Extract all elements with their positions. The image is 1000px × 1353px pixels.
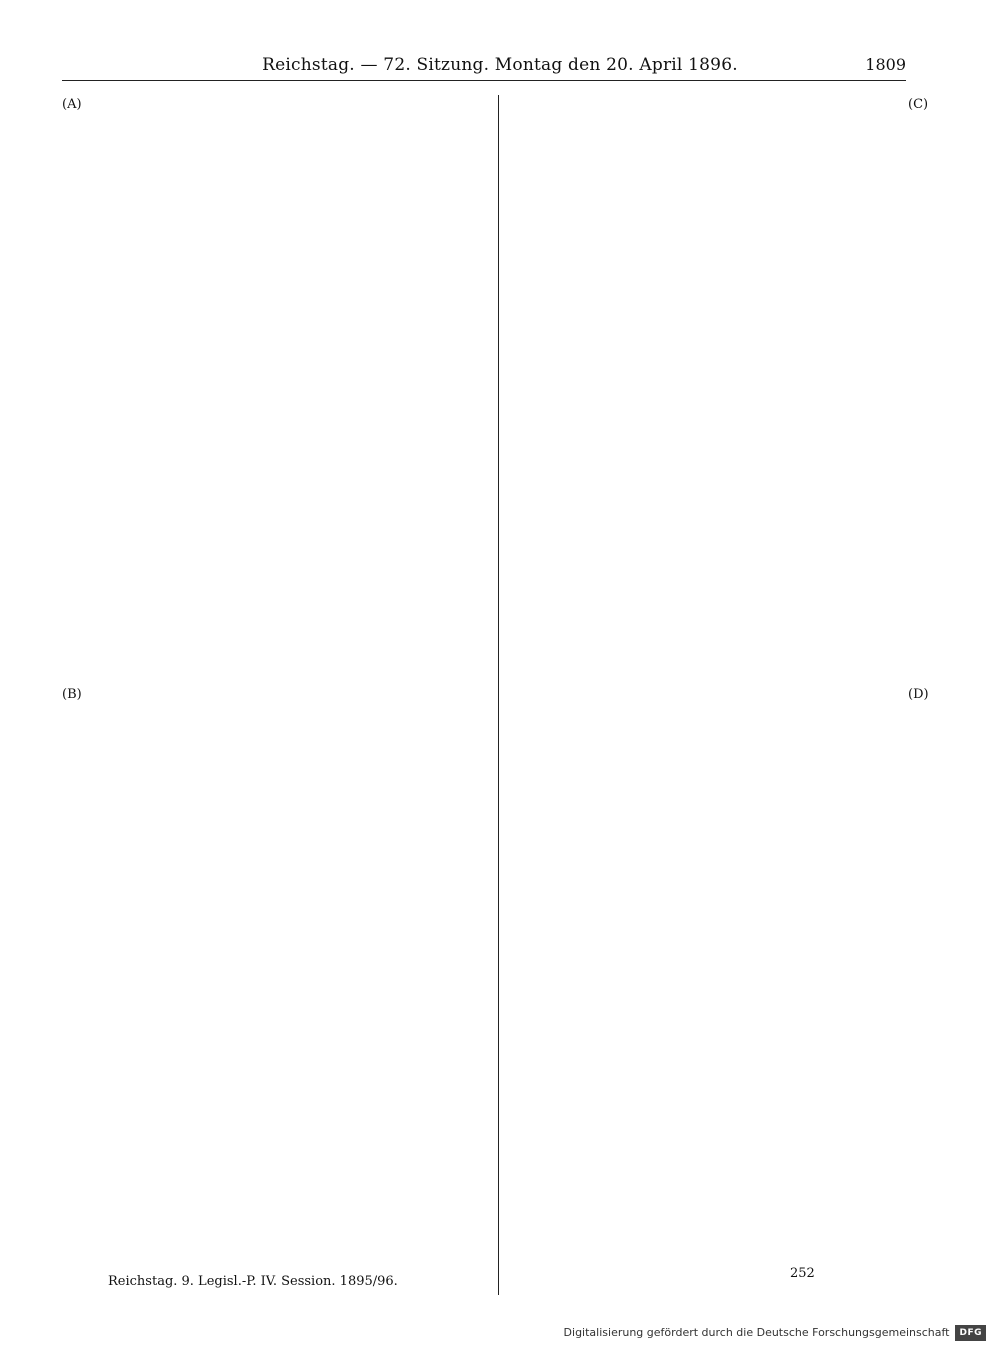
header-rule <box>62 80 906 81</box>
dfg-logo-icon: DFG <box>955 1325 986 1341</box>
footer-session: Reichstag. 9. Legisl.-P. IV. Session. 1895/96. <box>108 1274 398 1289</box>
column-divider <box>498 95 499 1295</box>
page-number: 1809 <box>865 55 906 74</box>
footer-sheet-number: 252 <box>790 1266 815 1281</box>
page-header <box>0 54 1000 78</box>
margin-mark-b: (B) <box>62 687 82 702</box>
margin-mark-d: (D) <box>908 687 929 702</box>
dfg-credit <box>564 1325 986 1341</box>
margin-mark-a: (A) <box>62 97 82 112</box>
running-title: Reichstag. — 72. Sitzung. Montag den 20. April 1896. <box>262 55 738 75</box>
margin-mark-c: (C) <box>908 97 929 112</box>
dfg-credit-text: Digitalisierung gefördert durch die Deutsche Forschungsgemeinschaft <box>563 1326 950 1339</box>
